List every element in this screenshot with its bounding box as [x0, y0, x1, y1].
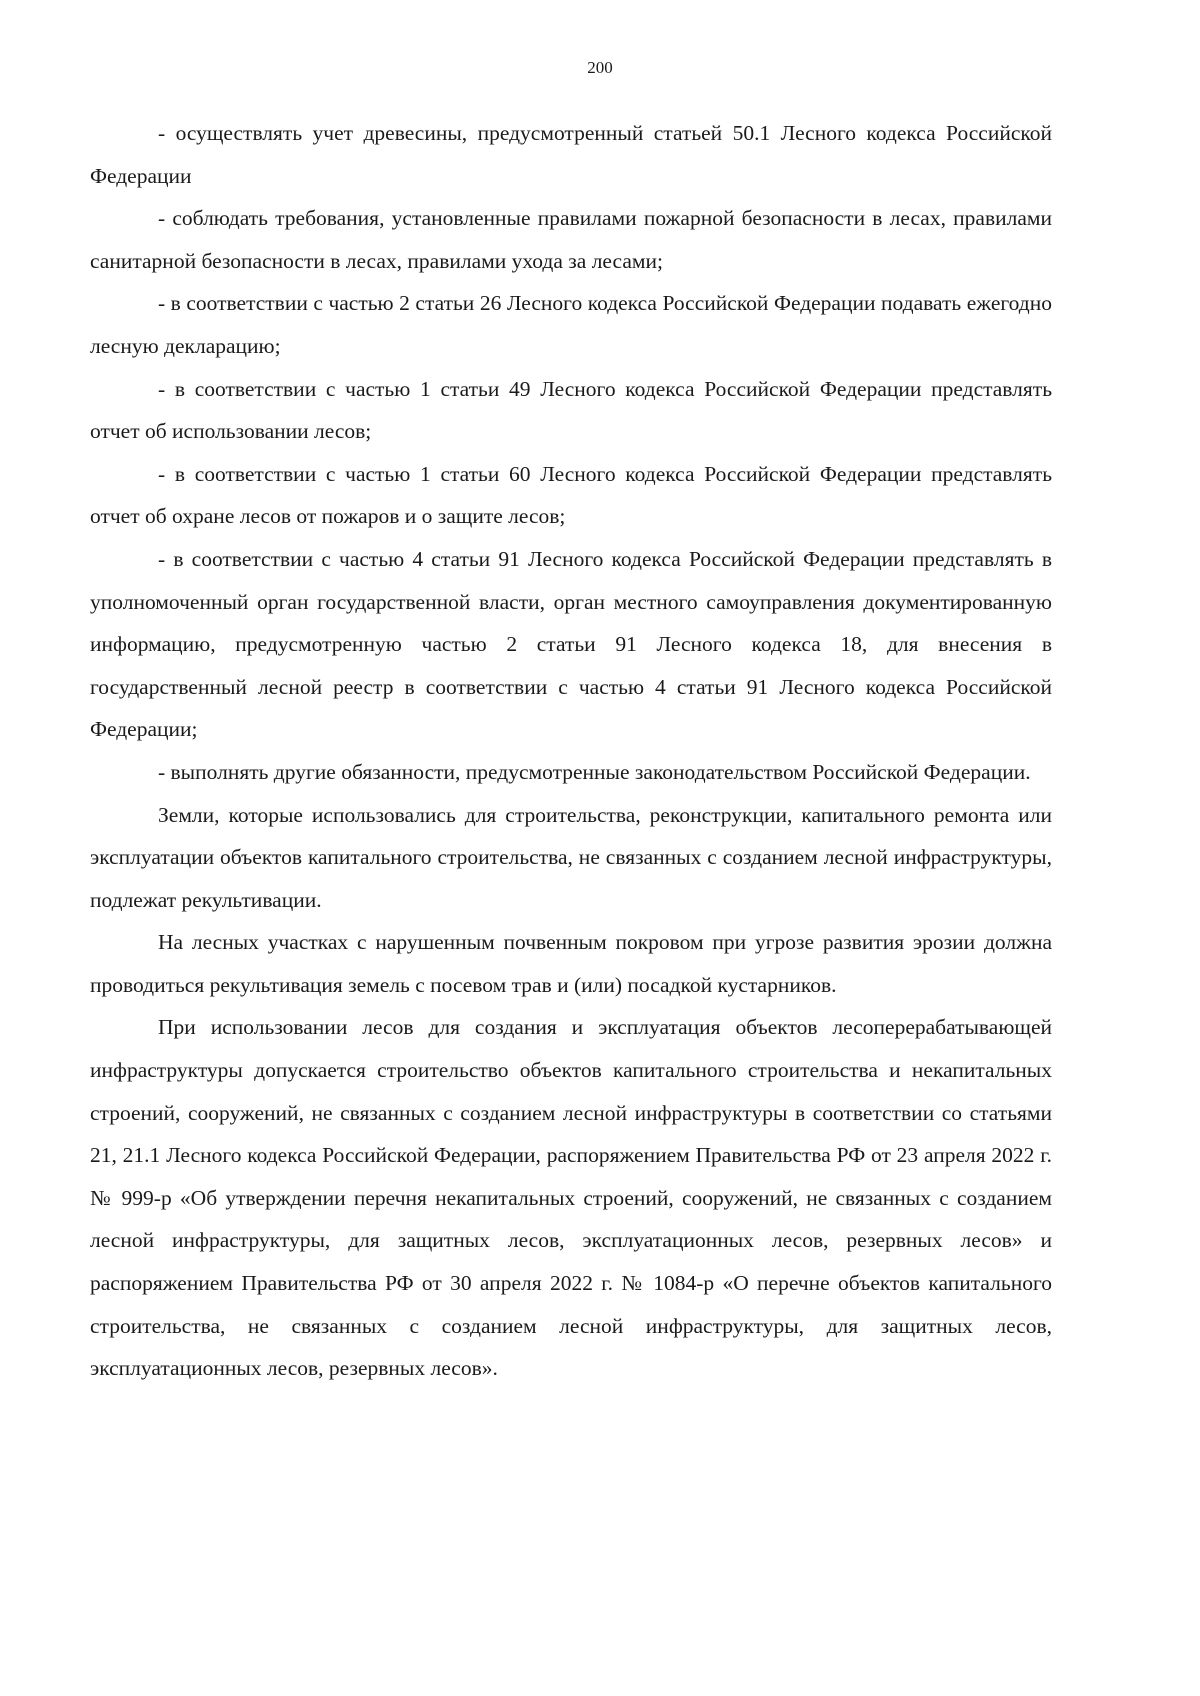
paragraph-erosion-reclamation: На лесных участках с нарушенным почвенным покровом при угрозе развития эрозии должна проводиться рекультивация земель с посевом трав и (или) посадкой кустарников. [90, 930, 1052, 997]
paragraph-processing-infrastructure: При использовании лесов для создания и эксплуатация объектов лесоперерабатывающей инфраструктуры допускается строительство объектов капитального строительства и некапитальных строений, сооружений, не связанных с созданием лесной инфраструктуры в соответствии со статьями 21, 21.1 Лесного кодекса Российской Федерации, распоряжением Правительства РФ от 23 апреля 2022 г. № 999-р «Об утверждении перечня некапитальных строений, сооружений, не связанных с созданием лесной инфраструктуры, для защитных лесов, эксплуатационных лесов, резервных лесов» и распоряжением Правительства РФ от 30 апреля 2022 г. № 1084-р «О перечне объектов капитального строительства, не связанных с созданием лесной инфраструктуры, для защитных лесов, эксплуатационных лесов, резервных лесов». [90, 1015, 1052, 1381]
paragraph-wood-accounting: - осуществлять учет древесины, предусмотренный статьей 50.1 Лесного кодекса Российской Федерации [90, 121, 1052, 188]
paragraph-forest-use-report: - в соответствии с частью 1 статьи 49 Лесного кодекса Российской Федерации представлять отчет об использовании лесов; [90, 376, 1052, 444]
paragraph-forest-declaration: - в соответствии с частью 2 статьи 26 Лесного кодекса Российской Федерации подавать ежегодно лесную декларацию; [90, 291, 1052, 358]
paragraph-forest-protection-report: - в соответствии с частью 1 статьи 60 Лесного кодекса Российской Федерации представлять отчет об охране лесов от пожаров и о защите лесов; [90, 461, 1052, 529]
paragraph-other-obligations: - выполнять другие обязанности, предусмотренные законодательством Российской Федерации. [158, 759, 1031, 784]
page-number: 200 [587, 58, 613, 77]
paragraph-land-reclamation: Земли, которые использовались для строительства, реконструкции, капитального ремонта или эксплуатации объектов капитального строительства, не связанных с созданием лесной инфраструктуры, подлежат рекультивации. [90, 802, 1052, 912]
paragraph-fire-safety-requirements: - соблюдать требования, установленные правилами пожарной безопасности в лесах, правилами санитарной безопасности в лесах, правилами ухода за лесами; [90, 206, 1052, 273]
document-body [90, 112, 1052, 1390]
paragraph-forest-registry-info: - в соответствии с частью 4 статьи 91 Лесного кодекса Российской Федерации представлять в уполномоченный орган государственной власти, орган местного самоуправления документированную информацию, предусмотренную частью 2 статьи 91 Лесного кодекса 18, для внесения в государственный лесной реестр в соответствии с частью 4 статьи 91 Лесного кодекса Российской Федерации; [90, 546, 1052, 742]
